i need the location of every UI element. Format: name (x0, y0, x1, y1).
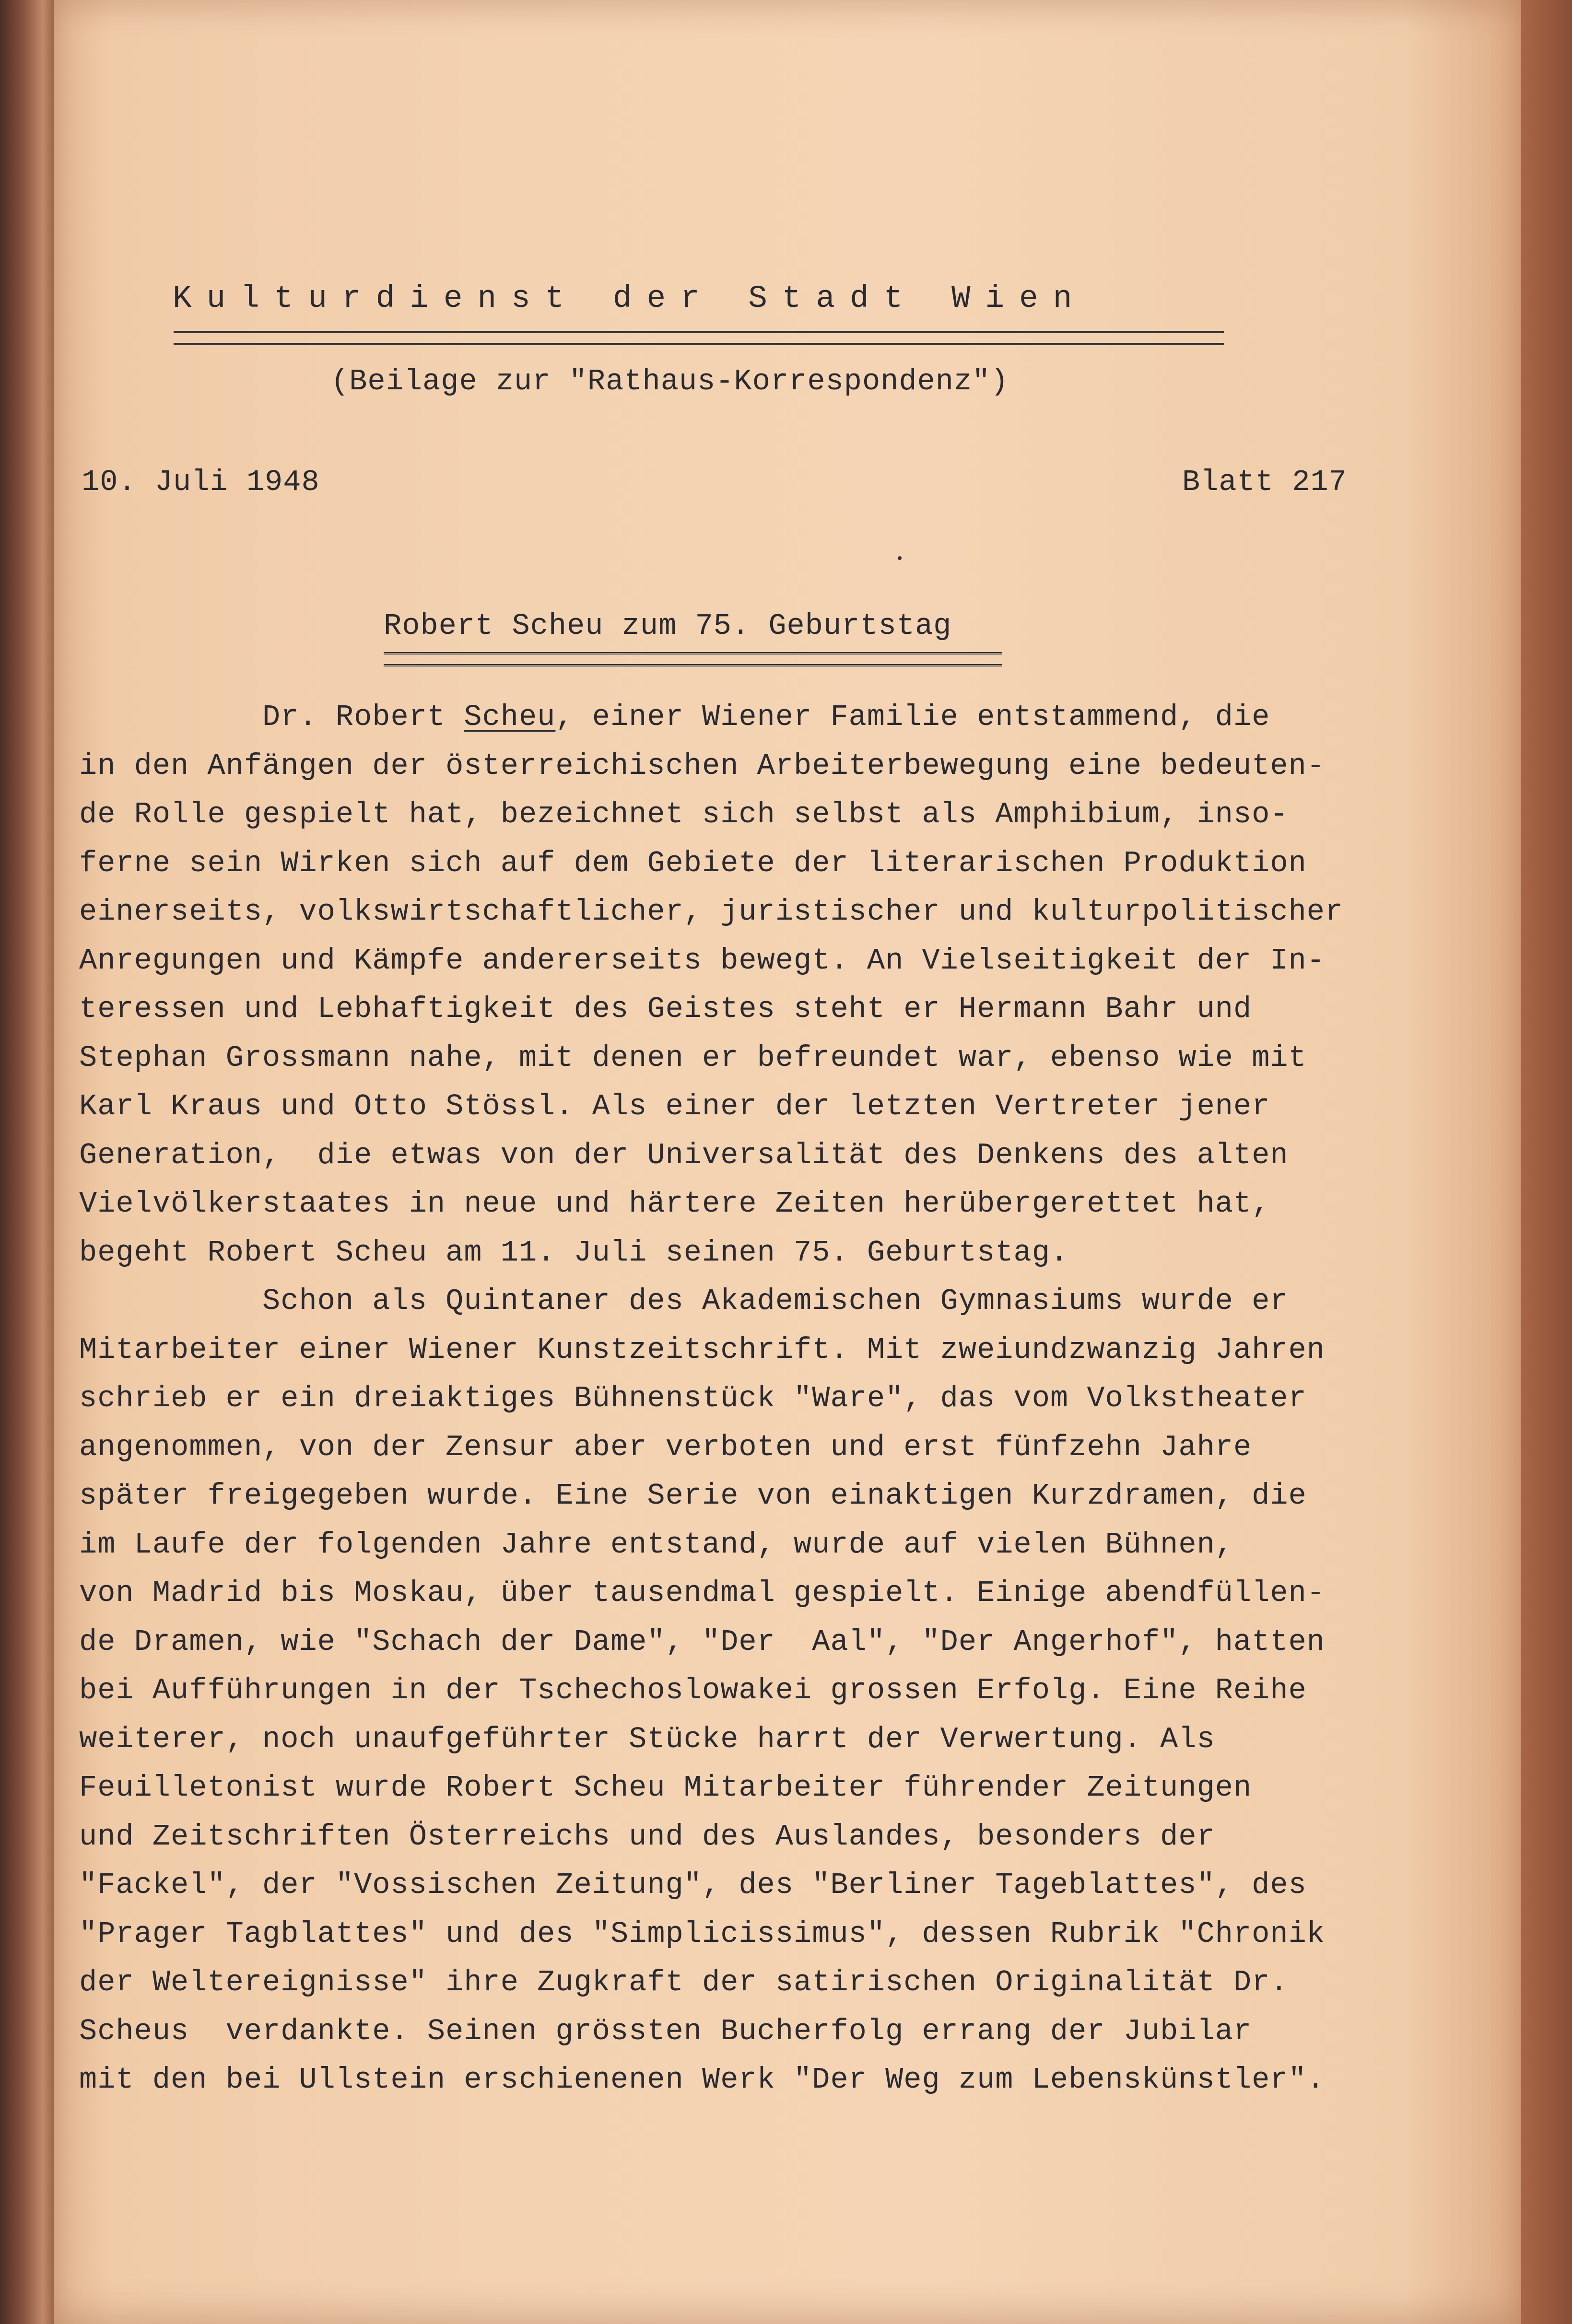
text-line: bei Aufführungen in der Tschechoslowakei grossen Erfolg. Eine Reihe (79, 1673, 1307, 1707)
text-line: de Rolle gespielt hat, bezeichnet sich selbst als Amphibium, inso- (79, 797, 1289, 831)
text-line: im Laufe der folgenden Jahre entstand, wurde auf vielen Bühnen, (79, 1527, 1233, 1562)
text-line: Scheus verdankte. Seinen grössten Bucherfolg errang der Jubilar (79, 2014, 1252, 2048)
text-line: mit den bei Ullstein erschienenen Werk "Der Weg zum Lebenskünstler". (79, 2063, 1326, 2097)
masthead-double-rule (174, 331, 1224, 345)
text-line: von Madrid bis Moskau, über tausendmal gespielt. Einige abendfüllen- (79, 1576, 1326, 1610)
text-line: in den Anfängen der österreichischen Arbeiterbewegung eine bedeuten- (79, 748, 1326, 783)
text-line: später freigegeben wurde. Eine Serie von einaktigen Kurzdramen, die (79, 1479, 1307, 1513)
text-line: de Dramen, wie "Schach der Dame", "Der Aal", "Der Angerhof", hatten (79, 1624, 1326, 1659)
text-line: Mitarbeiter einer Wiener Kunstzeitschrift. Mit zweiundzwanzig Jahren (79, 1332, 1326, 1367)
book-binding-gutter (0, 0, 54, 2324)
article-title-double-rule (384, 652, 1002, 666)
article-body (79, 693, 1460, 2104)
text-line: der Weltereignisse" ihre Zugkraft der satirischen Originalität Dr. (79, 1965, 1289, 1999)
text-line: einerseits, volkswirtschaftlicher, juristischer und kulturpolitischer (79, 895, 1344, 929)
article-title: Robert Scheu zum 75. Geburtstag (384, 609, 952, 643)
masthead-title: Kulturdienst der Stadt Wien (173, 280, 1087, 316)
text-line: Karl Kraus und Otto Stössl. Als einer der letzten Vertreter jener (79, 1089, 1270, 1123)
text-line: Generation, die etwas von der Universalität des Denkens des alten (79, 1138, 1289, 1172)
text-line: weiterer, noch unaufgeführter Stücke harrt der Verwertung. Als (79, 1722, 1215, 1756)
text-line: schrieb er ein dreiaktiges Bühnenstück "Ware", das vom Volkstheater (79, 1381, 1307, 1415)
text-line: begeht Robert Scheu am 11. Juli seinen 75. Geburtstag. (79, 1235, 1069, 1270)
first-line-rest: , einer Wiener Familie entstammend, die (555, 700, 1270, 734)
text-line: Feuilletonist wurde Robert Scheu Mitarbeiter führender Zeitungen (79, 1771, 1252, 1805)
text-line: Schon als Quintaner des Akademischen Gymnasiums wurde er (79, 1284, 1289, 1318)
text-line: "Prager Tagblattes" und des "Simplicissimus", dessen Rubrik "Chronik (79, 1916, 1326, 1951)
underlined-surname: Scheu (464, 700, 556, 734)
text-line: und Zeitschriften Österreichs und des Auslandes, besonders der (79, 1819, 1215, 1854)
text-line: Vielvölkerstaates in neue und härtere Zeiten herübergerettet hat, (79, 1187, 1270, 1221)
text-line: angenommen, von der Zensur aber verboten und erst fünfzehn Jahre (79, 1430, 1252, 1464)
page-right-edge (1521, 0, 1572, 2324)
paragraph-1-first-line (79, 693, 1460, 742)
ink-speck (898, 556, 902, 560)
first-line-lead: Dr. Robert (79, 700, 464, 734)
text-line: Stephan Grossmann nahe, mit denen er befreundet war, ebenso wie mit (79, 1040, 1307, 1075)
issue-date: 10. Juli 1948 (82, 465, 320, 499)
masthead-subtitle: (Beilage zur "Rathaus-Korrespondenz") (331, 364, 1009, 398)
text-line: "Fackel", der "Vossischen Zeitung", des "Berliner Tageblattes", des (79, 1868, 1307, 1902)
text-line: Anregungen und Kämpfe andererseits bewegt. An Vielseitigkeit der In- (79, 943, 1326, 978)
text-line: teressen und Lebhaftigkeit des Geistes steht er Hermann Bahr und (79, 992, 1252, 1026)
page-number: Blatt 217 (1182, 465, 1347, 499)
text-line: ferne sein Wirken sich auf dem Gebiete der literarischen Produktion (79, 846, 1307, 880)
